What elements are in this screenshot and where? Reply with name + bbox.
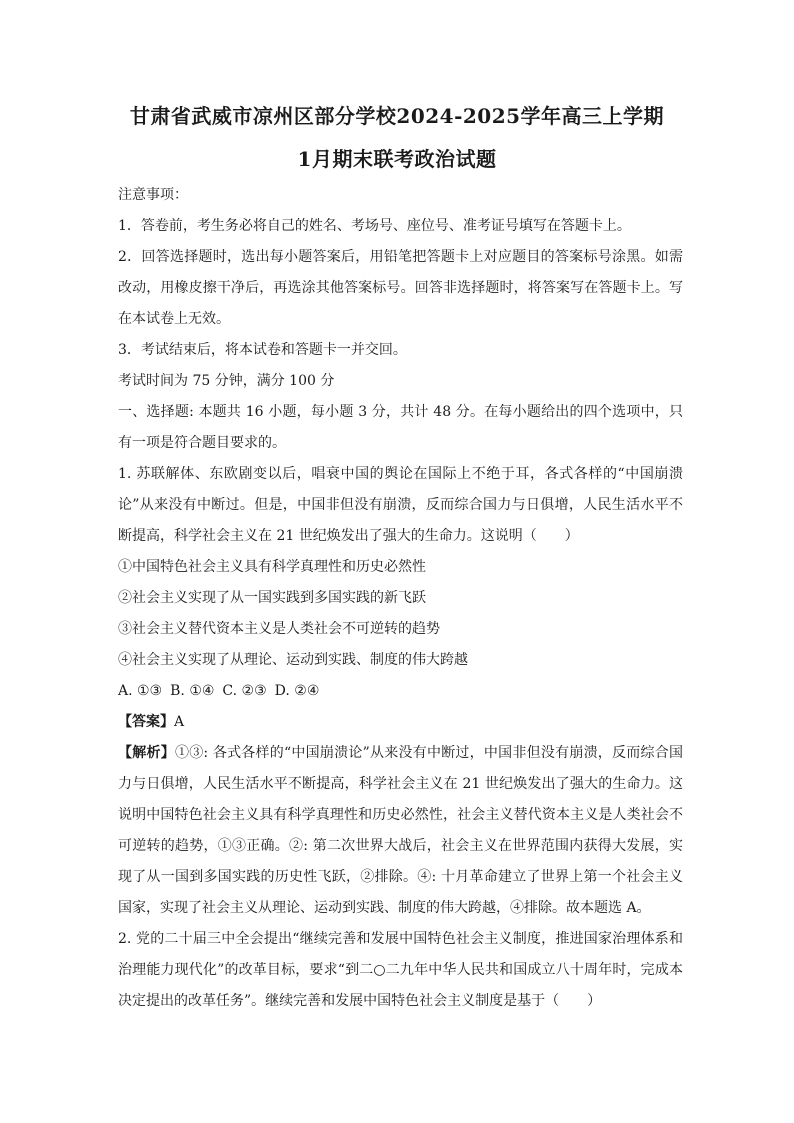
- document-title-line-1: 甘肃省武威市凉州区部分学校2024-2025学年高三上学期: [129, 104, 665, 128]
- document-title-line-2: 1月期末联考政治试题: [297, 147, 497, 171]
- section-1-heading: 一、选择题: 本题共 16 小题，每小题 3 分，共计 48 分。在每小题给出的四个选项中，只有一项是符合题目要求的。: [118, 404, 683, 451]
- question-1-stem: 1. 苏联解体、东欧剧变以后，唱衰中国的舆论在国际上不绝于耳，各式各样的“中国崩溃论”从来没有中断过。但是，中国非但没有崩溃，反而综合国力与日俱增，人民生活水平不断提高，科学社会主义在 21 世纪焕发出了强大的生命力。这说明（ ）: [118, 466, 683, 544]
- exam-time: 考试时间为 75 分钟，满分 100 分: [118, 373, 335, 389]
- question-1-choices: [118, 676, 683, 707]
- choice-c: C. ②③: [222, 683, 267, 699]
- question-1-option-3: ③社会主义替代资本主义是人类社会不可逆转的趋势: [118, 621, 440, 637]
- document-body: [118, 180, 683, 1017]
- analysis-label: 【解析】: [118, 745, 175, 761]
- question-2-stem: 2. 党的二十届三中全会提出“继续完善和发展中国特色社会主义制度，推进国家治理体系和治理能力现代化”的改革目标，要求“到二○二九年中华人民共和国成立八十周年时，完成本决定提出的改革任务”。继续完善和发展中国特色社会主义制度是基于（ ）: [118, 931, 683, 1009]
- choice-b: B. ①④: [170, 683, 215, 699]
- question-1-analysis: [118, 738, 683, 924]
- answer-value: A: [174, 714, 185, 730]
- question-1-option-4: ④社会主义实现了从理论、运动到实践、制度的伟大跨越: [118, 652, 468, 668]
- question-1-answer: [118, 707, 683, 738]
- answer-label: 【答案】: [118, 714, 174, 730]
- notice-heading: 注意事项：: [118, 187, 188, 203]
- choice-d: D. ②④: [274, 683, 320, 699]
- notice-item-2: 2．回答选择题时，选出每小题答案后，用铅笔把答题卡上对应题目的答案标号涂黑。如需改动，用橡皮擦干净后，再选涂其他答案标号。回答非选择题时，将答案写在答题卡上。写在本试卷上无效。: [118, 249, 683, 327]
- question-1-option-2: ②社会主义实现了从一国实践到多国实践的新飞跃: [118, 590, 426, 606]
- analysis-text: ①③: 各式各样的“中国崩溃论”从来没有中断过，中国非但没有崩溃，反而综合国力与日俱增，人民生活水平不断提高，科学社会主义在 21 世纪焕发出了强大的生命力。这说明中国特色社会主义具有科学真理性和历史必然性，社会主义替代资本主义是人类社会不可逆转的趋势，①③正确。②: 第二次世界大战后，社会主义在世界范围内获得大发展，实现了从一国到多国实践的历史性飞跃，②排除。④: 十月革命建立了世界上第一个社会主义国家，实现了社会主义从理论、运动到实践、制度的伟大跨越，④排除。故本题选 A。: [118, 745, 683, 916]
- notice-item-3: 3．考试结束后，将本试卷和答题卡一并交回。: [118, 342, 407, 358]
- choice-a: A. ①③: [118, 683, 163, 699]
- question-1-option-1: ①中国特色社会主义具有科学真理性和历史必然性: [118, 559, 426, 575]
- notice-item-1: 1．答卷前，考生务必将自己的姓名、考场号、座位号、准考证号填写在答题卡上。: [118, 218, 631, 234]
